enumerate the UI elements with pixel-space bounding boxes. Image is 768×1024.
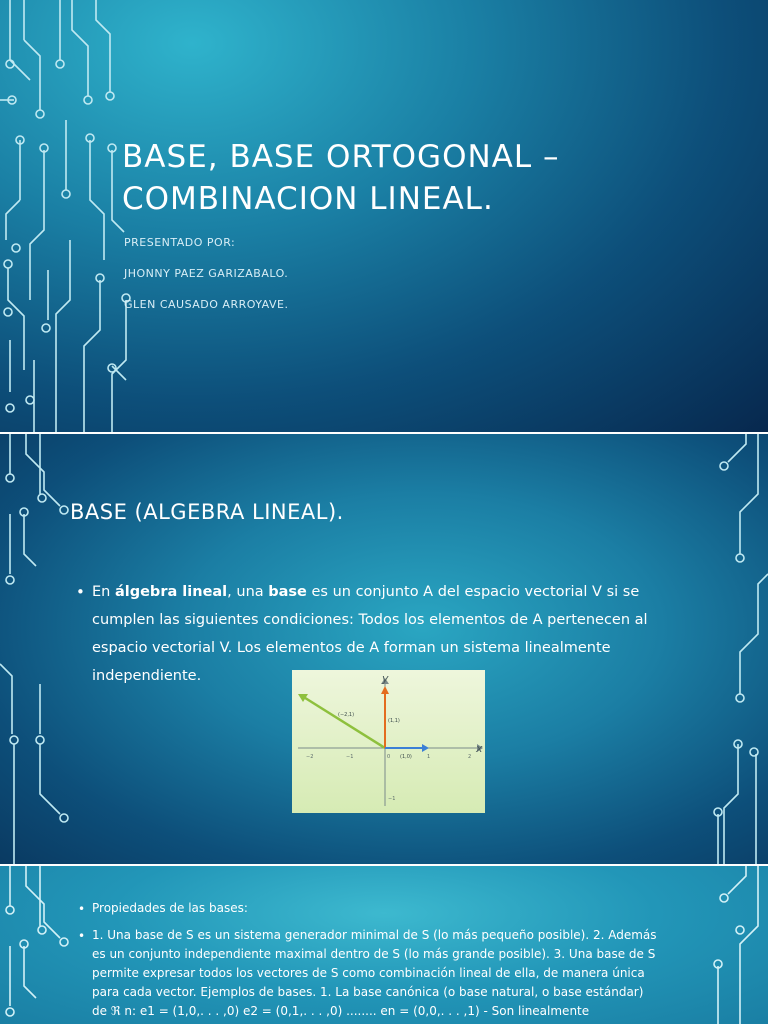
properties-text [92, 926, 697, 1021]
vector-1-0-head [422, 744, 429, 752]
tick-neg1: −1 [346, 754, 354, 760]
author-2: GLEN CAUSADO ARROYAVE. [124, 298, 289, 311]
presentation-title [122, 136, 722, 220]
bullet-part: , una [227, 584, 269, 600]
label-1-0: (1,0) [400, 754, 412, 760]
tick-2: 2 [468, 754, 472, 760]
title-line-1: BASE, BASE ORTOGONAL – [122, 139, 560, 175]
vector-graph [292, 670, 485, 813]
circuit-decoration-left [0, 434, 80, 864]
tick-1: 1 [427, 754, 431, 760]
tick-0: 0 [387, 754, 391, 760]
bullet-line-4: independiente. [92, 668, 202, 684]
bold-term-algebra-lineal: álgebra lineal [114, 584, 228, 600]
presented-by-label: PRESENTADO POR: [124, 236, 236, 249]
circuit-decoration-left [0, 866, 80, 1024]
y-axis-label: y [382, 672, 389, 685]
properties-heading: Propiedades de las bases: [92, 901, 248, 915]
title-slide [0, 0, 768, 432]
x-axis-label: x [476, 742, 483, 755]
slide-title: BASE (ALGEBRA LINEAL). [70, 500, 344, 524]
bullet-line-3: espacio vectorial V. Los elementos de A forman un sistema linealmente [92, 640, 611, 656]
label-1-1: (1,1) [388, 718, 400, 724]
circuit-decoration [0, 0, 140, 432]
vector-1-1-head [381, 686, 389, 694]
label-neg2-1: (−2,1) [338, 712, 355, 718]
tick-y-neg1: −1 [388, 796, 396, 802]
bold-term-base: base [268, 584, 307, 600]
bullet-dot: • [78, 902, 86, 916]
author-1: JHONNY PAEZ GARIZABALO. [124, 267, 289, 280]
bullet-dot: • [76, 583, 85, 601]
bullet-part: es un conjunto A del espacio vectorial V si se [306, 584, 640, 600]
tick-neg2: −2 [306, 754, 314, 760]
bullet-line-2: cumplen las siguientes condiciones: Todos los elementos de A pertenecen al [92, 612, 648, 628]
properties-line-3: permite expresar todos los vectores de S como combinación lineal de ella, de manera única [92, 966, 645, 980]
title-line-2: COMBINACION LINEAL. [122, 181, 494, 217]
vector-graph-svg [292, 670, 485, 813]
bullet-dot: • [78, 929, 86, 943]
vector-neg2-1 [302, 696, 385, 748]
bullet-part: En [92, 584, 115, 600]
properties-line-4: para cada vector. Ejemplos de bases. 1. La base canónica (o base natural, o base estándar) [92, 985, 644, 999]
circuit-decoration-right [688, 866, 768, 1024]
properties-line-2: es un conjunto independiente maximal dentro de S (lo más grande posible). 3. Una base de S [92, 947, 656, 961]
properties-line-1: 1. Una base de S es un sistema generador minimal de S (lo más pequeño posible). 2. Además [92, 928, 657, 942]
properties-line-5: de ℜ n: e1 = (1,0,. . . ,0) e2 = (0,1,. . . ,0) ........ en = (0,0,. . . ,1) - Son linealmente [92, 1004, 590, 1018]
